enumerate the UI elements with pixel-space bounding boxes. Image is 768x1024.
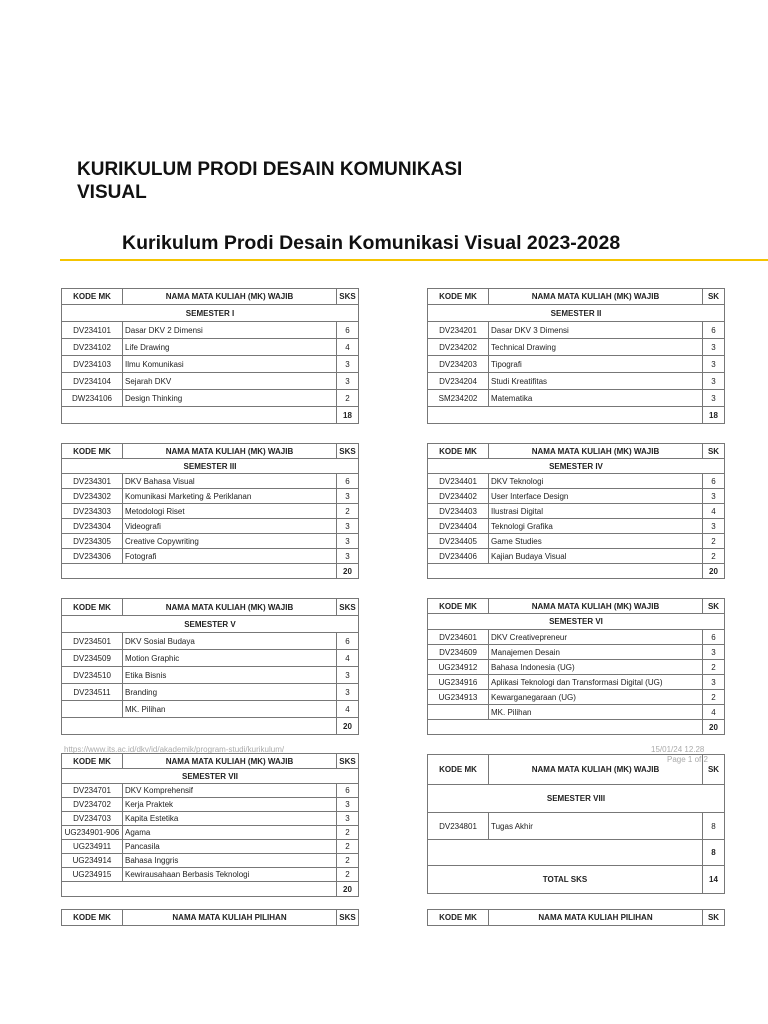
semester-label: SEMESTER VII	[62, 769, 359, 784]
course-name: Kapita Estetika	[123, 812, 337, 826]
course-sks: 3	[337, 356, 359, 373]
course-sks: 4	[337, 339, 359, 356]
table-row	[428, 549, 725, 564]
course-code	[62, 701, 123, 718]
course-code: DV234301	[62, 474, 123, 489]
course-sks: 6	[337, 322, 359, 339]
header-nama: NAMA MATA KULIAH (MK) WAJIB	[489, 444, 703, 459]
semester-total: 18	[703, 407, 725, 424]
course-code: DV234104	[62, 373, 123, 390]
header-kode: KODE MK	[428, 444, 489, 459]
table-row	[62, 322, 359, 339]
course-sks: 2	[337, 390, 359, 407]
course-code: DV234302	[62, 489, 123, 504]
course-sks: 3	[337, 798, 359, 812]
course-name: Ilustrasi Digital	[489, 504, 703, 519]
semester-total: 8	[703, 840, 725, 866]
course-sks: 6	[337, 784, 359, 798]
header-sks: SKS	[337, 289, 359, 305]
header-kode: KODE MK	[62, 444, 123, 459]
total-sks-label: TOTAL SKS	[428, 866, 703, 894]
total-row	[62, 718, 359, 735]
header-sks: SK	[703, 755, 725, 785]
table-row	[62, 798, 359, 812]
course-name: MK. Pilihan	[489, 705, 703, 720]
table-row	[62, 356, 359, 373]
course-code: UG234915	[62, 868, 123, 882]
semester-label: SEMESTER III	[62, 459, 359, 474]
elective-table-left	[61, 909, 359, 926]
header-kode: KODE MK	[62, 910, 123, 926]
total-row	[428, 840, 725, 866]
course-sks: 4	[703, 504, 725, 519]
course-code: DV234101	[62, 322, 123, 339]
header-kode: KODE MK	[62, 599, 123, 616]
table-row	[428, 373, 725, 390]
semester-8-table	[427, 754, 725, 894]
course-sks: 2	[337, 868, 359, 882]
course-sks: 3	[703, 489, 725, 504]
course-code: DV234202	[428, 339, 489, 356]
total-row	[428, 407, 725, 424]
course-sks: 3	[703, 675, 725, 690]
header-sks: SKS	[337, 444, 359, 459]
document-subtitle: Kurikulum Prodi Desain Komunikasi Visual 2023-2028	[122, 232, 621, 254]
header-nama: NAMA MATA KULIAH (MK) WAJIB	[123, 444, 337, 459]
course-sks: 2	[337, 826, 359, 840]
semester-6-table	[427, 598, 725, 735]
course-name: DKV Creativepreneur	[489, 630, 703, 645]
course-code: DW234106	[62, 390, 123, 407]
course-sks: 2	[337, 840, 359, 854]
header-nama: NAMA MATA KULIAH PILIHAN	[123, 910, 337, 926]
table-row	[428, 504, 725, 519]
total-row	[428, 720, 725, 735]
course-sks: 6	[337, 633, 359, 650]
course-name: Tipografi	[489, 356, 703, 373]
semester-label: SEMESTER V	[62, 616, 359, 633]
course-code: UG234913	[428, 690, 489, 705]
course-code: DV234510	[62, 667, 123, 684]
table-row	[62, 650, 359, 667]
header-sks: SK	[703, 289, 725, 305]
course-name: Matematika	[489, 390, 703, 407]
table-row	[62, 840, 359, 854]
header-nama: NAMA MATA KULIAH (MK) WAJIB	[123, 289, 337, 305]
course-name: Sejarah DKV	[123, 373, 337, 390]
header-kode: KODE MK	[428, 599, 489, 614]
course-code: DV234403	[428, 504, 489, 519]
total-row	[62, 407, 359, 424]
course-code: DV234702	[62, 798, 123, 812]
table-row	[428, 813, 725, 840]
course-code: DV234601	[428, 630, 489, 645]
course-sks: 3	[337, 519, 359, 534]
header-sks: SKS	[337, 599, 359, 616]
course-code: DV234701	[62, 784, 123, 798]
course-name: Creative Copywriting	[123, 534, 337, 549]
course-name: Bahasa Inggris	[123, 854, 337, 868]
header-nama: NAMA MATA KULIAH (MK) WAJIB	[489, 599, 703, 614]
course-sks: 3	[337, 684, 359, 701]
table-row	[428, 356, 725, 373]
header-kode: KODE MK	[62, 289, 123, 305]
course-name: Kewarganegaraan (UG)	[489, 690, 703, 705]
semester-total: 20	[703, 720, 725, 735]
course-sks: 3	[337, 489, 359, 504]
table-row	[62, 373, 359, 390]
course-name: Videografi	[123, 519, 337, 534]
course-name: Dasar DKV 3 Dimensi	[489, 322, 703, 339]
course-name: Kajian Budaya Visual	[489, 549, 703, 564]
course-name: DKV Teknologi	[489, 474, 703, 489]
course-code: DV234406	[428, 549, 489, 564]
course-sks: 2	[703, 549, 725, 564]
page-title: KURIKULUM PRODI DESAIN KOMUNIKASI VISUAL	[77, 159, 463, 203]
header-nama: NAMA MATA KULIAH (MK) WAJIB	[489, 755, 703, 785]
course-name: Dasar DKV 2 Dimensi	[123, 322, 337, 339]
course-name: Teknologi Grafika	[489, 519, 703, 534]
course-sks: 2	[703, 534, 725, 549]
course-code	[428, 705, 489, 720]
semester-total: 20	[337, 564, 359, 579]
semester-4-table	[427, 443, 725, 579]
semester-label: SEMESTER VIII	[428, 785, 725, 813]
header-kode: KODE MK	[62, 754, 123, 769]
course-code: DV234304	[62, 519, 123, 534]
total-row	[62, 882, 359, 897]
course-code: DV234303	[62, 504, 123, 519]
table-row	[428, 489, 725, 504]
course-name: MK. Pilihan	[123, 701, 337, 718]
course-code: DV234102	[62, 339, 123, 356]
course-sks: 3	[703, 373, 725, 390]
course-name: Motion Graphic	[123, 650, 337, 667]
course-code: UG234916	[428, 675, 489, 690]
course-sks: 2	[337, 504, 359, 519]
course-sks: 8	[703, 813, 725, 840]
semester-total: 20	[703, 564, 725, 579]
total-row	[428, 564, 725, 579]
course-sks: 2	[337, 854, 359, 868]
course-name: Kewirausahaan Berbasis Teknologi	[123, 868, 337, 882]
course-name: User Interface Design	[489, 489, 703, 504]
course-name: Game Studies	[489, 534, 703, 549]
course-name: Branding	[123, 684, 337, 701]
table-row	[62, 549, 359, 564]
table-row	[428, 675, 725, 690]
semester-3-table	[61, 443, 359, 579]
course-code: DV234404	[428, 519, 489, 534]
grand-total-row	[428, 866, 725, 894]
footer-url: https://www.its.ac.id/dkv/id/akademik/program-studi/kurikulum/	[64, 745, 285, 754]
course-sks: 6	[703, 322, 725, 339]
header-nama: NAMA MATA KULIAH (MK) WAJIB	[123, 754, 337, 769]
course-code: DV234501	[62, 633, 123, 650]
header-kode: KODE MK	[428, 910, 489, 926]
course-name: Kerja Praktek	[123, 798, 337, 812]
semester-7-table	[61, 753, 359, 897]
header-sks: SK	[703, 910, 725, 926]
semester-2-table	[427, 288, 725, 424]
table-row	[62, 339, 359, 356]
table-row	[428, 339, 725, 356]
course-sks: 3	[703, 356, 725, 373]
table-row	[428, 690, 725, 705]
table-row	[62, 519, 359, 534]
header-sks: SK	[703, 599, 725, 614]
total-row	[62, 564, 359, 579]
table-row	[428, 630, 725, 645]
course-name: Design Thinking	[123, 390, 337, 407]
table-row	[428, 322, 725, 339]
table-row	[62, 390, 359, 407]
table-row	[62, 868, 359, 882]
table-row	[62, 489, 359, 504]
course-code: UG234914	[62, 854, 123, 868]
header-nama: NAMA MATA KULIAH PILIHAN	[489, 910, 703, 926]
course-sks: 3	[337, 667, 359, 684]
table-row	[428, 474, 725, 489]
total-sks-value: 14	[703, 866, 725, 894]
semester-label: SEMESTER II	[428, 305, 725, 322]
header-kode: KODE MK	[428, 289, 489, 305]
course-code: DV234201	[428, 322, 489, 339]
course-code: DV234103	[62, 356, 123, 373]
table-row	[62, 812, 359, 826]
course-sks: 4	[703, 705, 725, 720]
course-sks: 3	[337, 373, 359, 390]
course-code: UG234901-906	[62, 826, 123, 840]
course-sks: 3	[337, 534, 359, 549]
course-sks: 4	[337, 650, 359, 667]
semester-label: SEMESTER VI	[428, 614, 725, 630]
course-code: DV234703	[62, 812, 123, 826]
table-row	[428, 660, 725, 675]
table-row	[62, 504, 359, 519]
course-code: DV234405	[428, 534, 489, 549]
table-row	[62, 474, 359, 489]
table-row	[428, 519, 725, 534]
table-row	[62, 784, 359, 798]
course-name: Komunikasi Marketing & Periklanan	[123, 489, 337, 504]
semester-label: SEMESTER IV	[428, 459, 725, 474]
course-name: Studi Kreatifitas	[489, 373, 703, 390]
header-sks: SKS	[337, 910, 359, 926]
course-sks: 3	[703, 339, 725, 356]
course-name: Manajemen Desain	[489, 645, 703, 660]
course-code: DV234402	[428, 489, 489, 504]
table-row	[62, 534, 359, 549]
course-sks: 6	[337, 474, 359, 489]
course-sks: 2	[703, 660, 725, 675]
course-name: Aplikasi Teknologi dan Transformasi Digital (UG)	[489, 675, 703, 690]
table-row	[428, 534, 725, 549]
course-sks: 4	[337, 701, 359, 718]
semester-5-table	[61, 598, 359, 735]
course-code: DV234305	[62, 534, 123, 549]
course-name: Ilmu Komunikasi	[123, 356, 337, 373]
course-sks: 3	[337, 812, 359, 826]
course-name: Pancasila	[123, 840, 337, 854]
header-sks: SK	[703, 444, 725, 459]
course-sks: 3	[703, 519, 725, 534]
semester-total: 20	[337, 882, 359, 897]
table-row	[428, 390, 725, 407]
table-row	[62, 633, 359, 650]
table-row	[428, 705, 725, 720]
header-kode: KODE MK	[428, 755, 489, 785]
semester-1-table	[61, 288, 359, 424]
course-code: DV234204	[428, 373, 489, 390]
course-name: Technical Drawing	[489, 339, 703, 356]
course-name: Metodologi Riset	[123, 504, 337, 519]
course-code: SM234202	[428, 390, 489, 407]
course-name: Agama	[123, 826, 337, 840]
course-name: Life Drawing	[123, 339, 337, 356]
course-code: UG234912	[428, 660, 489, 675]
table-row	[62, 826, 359, 840]
footer-page-number: Page 1 of 2	[667, 755, 708, 764]
course-name: Fotografi	[123, 549, 337, 564]
table-row	[62, 667, 359, 684]
course-code: DV234203	[428, 356, 489, 373]
course-code: DV234511	[62, 684, 123, 701]
course-sks: 3	[703, 390, 725, 407]
course-code: DV234306	[62, 549, 123, 564]
elective-table-right	[427, 909, 725, 926]
table-row	[62, 701, 359, 718]
course-name: Tugas Akhir	[489, 813, 703, 840]
accent-divider	[60, 259, 768, 261]
header-nama: NAMA MATA KULIAH (MK) WAJIB	[489, 289, 703, 305]
table-row	[62, 684, 359, 701]
course-name: DKV Komprehensif	[123, 784, 337, 798]
course-code: DV234609	[428, 645, 489, 660]
header-nama: NAMA MATA KULIAH (MK) WAJIB	[123, 599, 337, 616]
course-code: DV234401	[428, 474, 489, 489]
course-name: DKV Bahasa Visual	[123, 474, 337, 489]
semester-label: SEMESTER I	[62, 305, 359, 322]
semester-total: 20	[337, 718, 359, 735]
course-name: Etika Bisnis	[123, 667, 337, 684]
table-row	[428, 645, 725, 660]
footer-date: 15/01/24 12.28	[651, 745, 705, 754]
course-name: DKV Sosial Budaya	[123, 633, 337, 650]
course-sks: 3	[703, 645, 725, 660]
course-code: UG234911	[62, 840, 123, 854]
course-sks: 6	[703, 630, 725, 645]
course-code: DV234801	[428, 813, 489, 840]
semester-total: 18	[337, 407, 359, 424]
course-sks: 2	[703, 690, 725, 705]
course-sks: 3	[337, 549, 359, 564]
table-row	[62, 854, 359, 868]
course-name: Bahasa Indonesia (UG)	[489, 660, 703, 675]
header-sks: SKS	[337, 754, 359, 769]
course-sks: 6	[703, 474, 725, 489]
course-code: DV234509	[62, 650, 123, 667]
